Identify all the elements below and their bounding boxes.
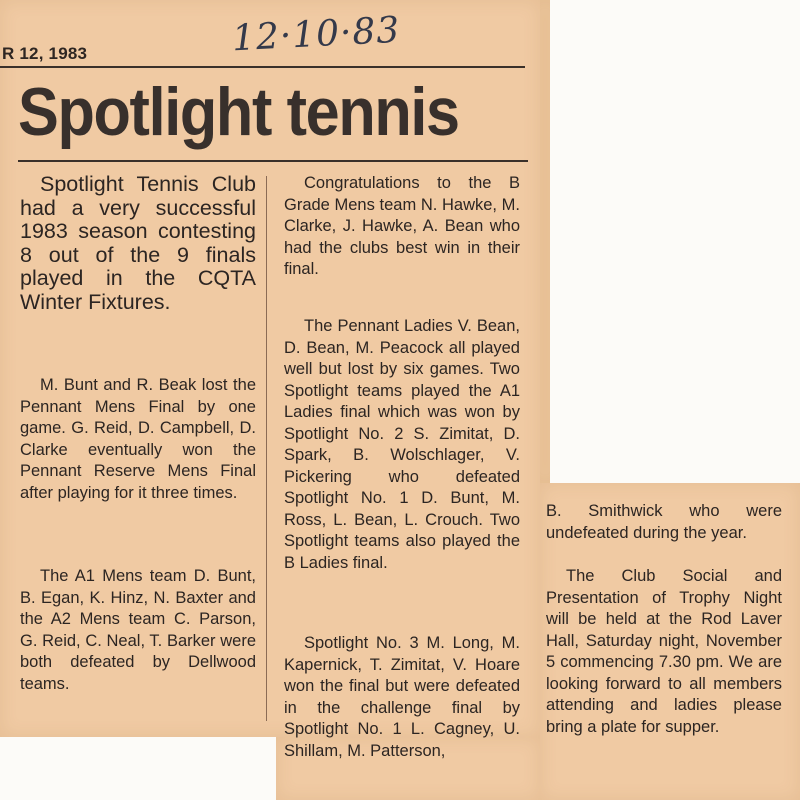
lead-paragraph: Spotlight Tennis Club had a very successful 1983 season contesting 8 out of the 9 finals played in the CQTA Winter Fixtures. [20, 172, 256, 314]
clipping-edge-strip [540, 0, 550, 483]
headline-rule [18, 160, 528, 162]
handwritten-date: 12·10·83 [231, 9, 402, 60]
column-divider [266, 176, 267, 721]
article-paragraph: Congratulations to the B Grade Mens team N. Hawke, M. Clarke, J. Hawke, A. Bean who had the clubs best win in their final. [284, 174, 520, 278]
article-paragraph: M. Bunt and R. Beak lost the Pennant Mens Final by one game. G. Reid, D. Campbell, D. Clarke eventually won the Pennant Reserve Mens Final after playing for it three times. [20, 376, 256, 502]
headline: Spotlight tennis [18, 74, 459, 150]
article-paragraph: The Club Social and Presentation of Trophy Night will be held at the Rod Laver Hall, Saturday night, November 5 commencing 7.30 pm. We are looking forward to all members attending and ladies please bring a plate for supper. [546, 567, 782, 736]
dateline: R 12, 1983 [2, 44, 88, 63]
article-paragraph: B. Smithwick who were undefeated during the year. [546, 502, 782, 542]
article-paragraph: Spotlight No. 3 M. Long, M. Kapernick, T. Zimitat, V. Hoare won the final but were defeated in the challenge final by Spotlight No. 1 L. Cagney, U. Shillam, M. Patterson, [284, 634, 520, 760]
dateline-rule [0, 66, 525, 68]
article-paragraph: The A1 Mens team D. Bunt, B. Egan, K. Hinz, N. Baxter and the A2 Mens team C. Parson, G. Reid, C. Neal, T. Barker were both defeated by Dellwood teams. [20, 567, 256, 693]
article-paragraph: The Pennant Ladies V. Bean, D. Bean, M. Peacock all played well but lost by six games. Two Spotlight teams played the A1 Ladies final which was won by Spotlight No. 2 S. Zimitat, D. Spark, B. Wolschlager, V. Pickering who defeated Spotlight No. 1 D. Bunt, M. Ross, L. Bean, L. Crouch. Two Spotlight teams also played the B Ladies final. [284, 317, 520, 572]
